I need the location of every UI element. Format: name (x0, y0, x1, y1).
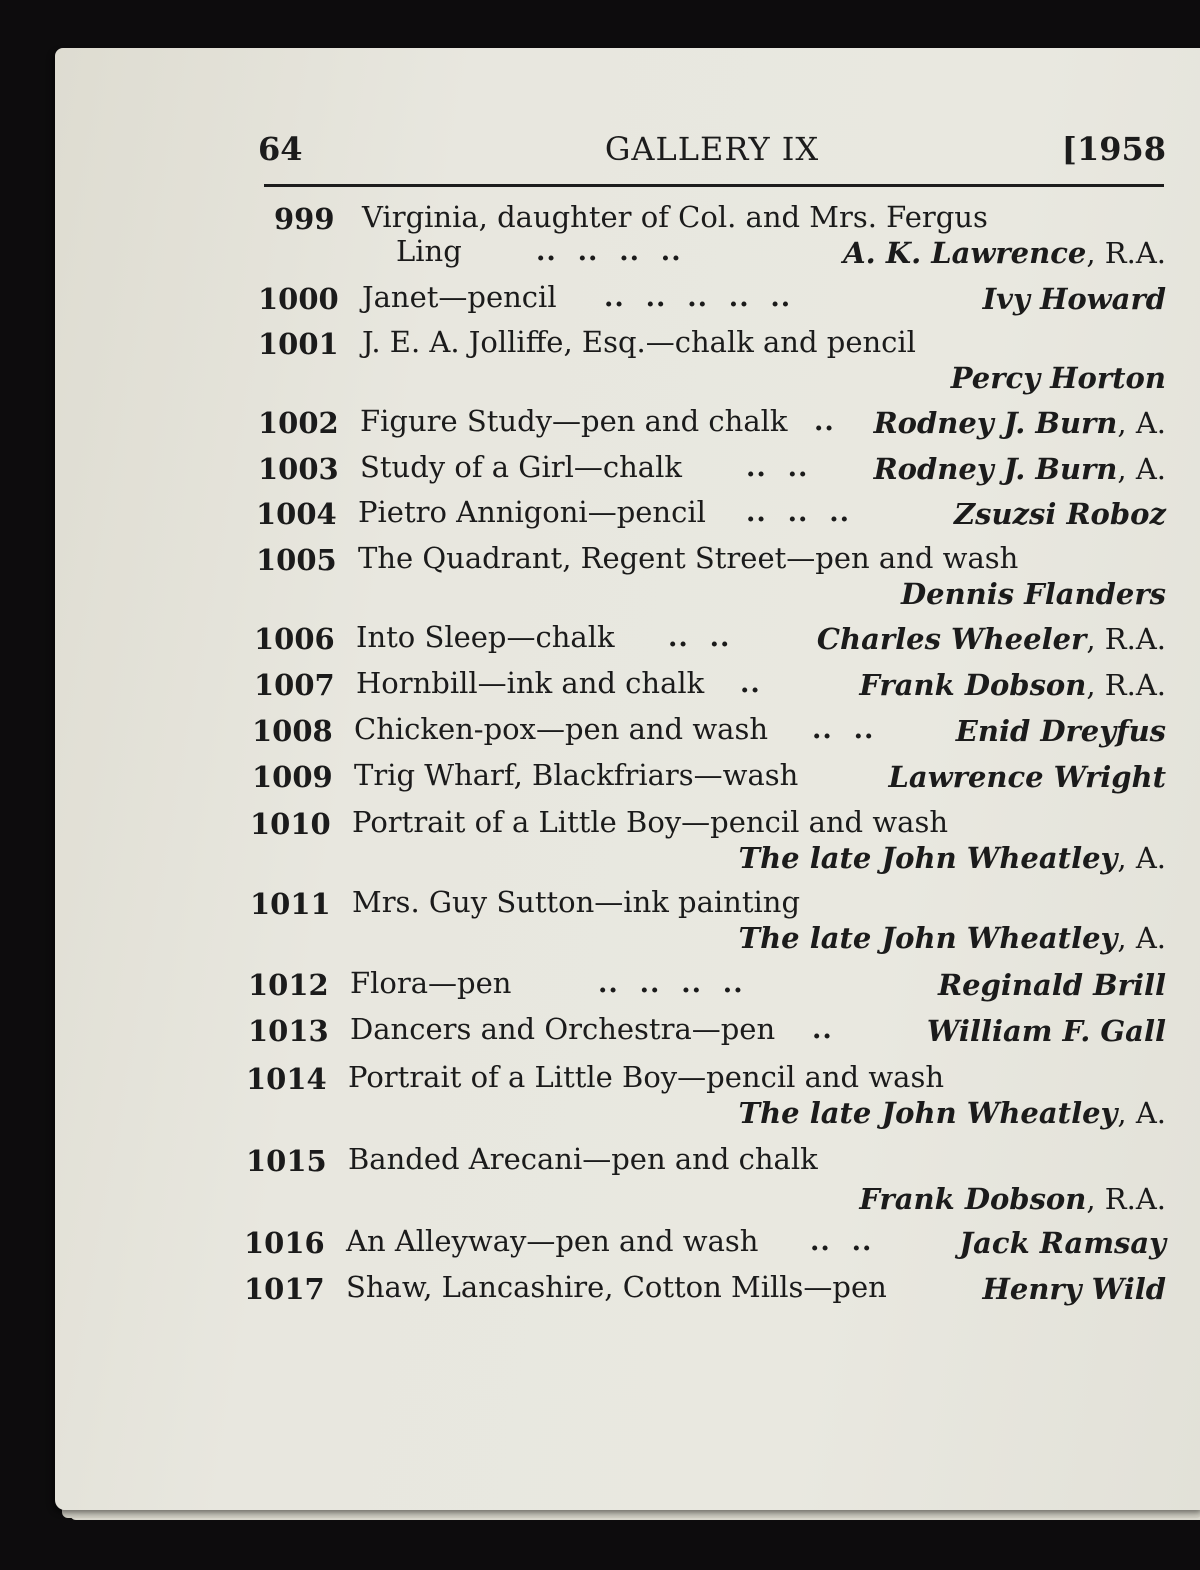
entry-number: 1008 (252, 714, 333, 748)
artist-name: A. K. Lawrence, R.A. (843, 236, 1166, 270)
gallery-title: GALLERY IX (604, 130, 820, 168)
entry-number: 999 (274, 202, 335, 236)
entry-title: Hornbill—ink and chalk (356, 666, 705, 700)
artist-name: Frank Dobson, R.A. (859, 1182, 1166, 1216)
entry-title: J. E. A. Jolliffe, Esq.—chalk and pencil (362, 325, 916, 359)
entry-number: 1001 (258, 327, 339, 361)
catalogue-entry (252, 758, 1166, 798)
artist-name: The late John Wheatley, A. (738, 921, 1166, 955)
entry-number: 1005 (256, 543, 337, 577)
entry-title: Dancers and Orchestra—pen (350, 1012, 776, 1046)
entry-title: Chicken-pox—pen and wash (354, 712, 769, 746)
catalogue-entry (244, 1270, 1166, 1310)
catalogue-entry (258, 404, 1166, 444)
page-header (258, 130, 1166, 170)
artist-name: The late John Wheatley, A. (738, 841, 1166, 875)
artist-name: Percy Horton (950, 361, 1166, 395)
entry-number: 1007 (254, 668, 335, 702)
catalogue-entry (256, 495, 1166, 535)
page-number: 64 (258, 130, 303, 168)
catalogue-entry (248, 1012, 1166, 1052)
entry-title: Mrs. Guy Sutton—ink painting (352, 885, 801, 919)
entry-title-continued: Ling (396, 234, 462, 268)
entry-number: 1012 (248, 968, 329, 1002)
artist-name: Enid Dreyfus (955, 714, 1166, 748)
artist-name: Jack Ramsay (959, 1226, 1166, 1260)
catalogue-entry (246, 1142, 1166, 1220)
entry-title: Janet—pencil (362, 280, 557, 314)
entry-title: Portrait of a Little Boy—pencil and wash (348, 1060, 945, 1094)
leader-dots: .. .. (668, 622, 731, 653)
catalogue-entry (258, 200, 1166, 276)
leader-dots: .. .. .. .. (598, 968, 744, 999)
artist-name: Rodney J. Burn, A. (873, 406, 1166, 440)
entry-title: The Quadrant, Regent Street—pen and wash (358, 541, 1019, 575)
entry-title: Into Sleep—chalk (356, 620, 615, 654)
entry-title: Trig Wharf, Blackfriars—wash (354, 758, 799, 792)
artist-name: Dennis Flanders (900, 577, 1166, 611)
catalogue-entry (248, 966, 1166, 1006)
entry-number: 1013 (248, 1014, 329, 1048)
catalogue-entry (258, 280, 1166, 320)
entry-number: 1003 (258, 452, 339, 486)
entry-number: 1016 (244, 1226, 325, 1260)
artist-name: Lawrence Wright (888, 760, 1166, 794)
header-rule (264, 184, 1164, 187)
leader-dots: .. .. .. .. .. (604, 282, 792, 313)
entry-title: Flora—pen (350, 966, 512, 1000)
entry-number: 1011 (250, 887, 331, 921)
entry-number: 1009 (252, 760, 333, 794)
leader-dots: .. .. (812, 714, 875, 745)
catalogue-entry (250, 805, 1166, 879)
entry-title: Figure Study—pen and chalk (360, 404, 788, 438)
entry-number: 1017 (244, 1272, 325, 1306)
artist-name: The late John Wheatley, A. (738, 1096, 1166, 1130)
leader-dots: .. (812, 1014, 833, 1045)
leader-dots: .. (740, 668, 761, 699)
leader-dots: .. .. (810, 1226, 873, 1257)
year-mark: [1958 (1061, 130, 1166, 168)
entry-title: Banded Arecani—pen and chalk (348, 1142, 818, 1176)
entry-title: Portrait of a Little Boy—pencil and wash (352, 805, 949, 839)
artist-name: Rodney J. Burn, A. (873, 452, 1166, 486)
entry-number: 1000 (258, 282, 339, 316)
entry-number: 1002 (258, 406, 339, 440)
catalogue-entry (258, 325, 1166, 399)
artist-name: Henry Wild (982, 1272, 1166, 1306)
artist-name: William F. Gall (926, 1014, 1166, 1048)
artist-name: Charles Wheeler, R.A. (816, 622, 1166, 656)
entry-number: 1006 (254, 622, 335, 656)
catalogue-entry (254, 620, 1166, 660)
catalogue-entry (244, 1224, 1166, 1264)
entry-number: 1010 (250, 807, 331, 841)
entry-number: 1015 (246, 1144, 327, 1178)
leader-dots: .. .. .. .. (536, 236, 682, 267)
entry-title: Virginia, daughter of Col. and Mrs. Fergus (362, 200, 988, 234)
catalogue-entry (258, 450, 1166, 490)
catalogue-entry (246, 1060, 1166, 1134)
leader-dots: .. .. (746, 452, 809, 483)
entry-title: Study of a Girl—chalk (360, 450, 682, 484)
catalogue-entry (252, 712, 1166, 752)
artist-name: Zsuzsi Roboz (953, 497, 1166, 531)
artist-name: Ivy Howard (982, 282, 1166, 316)
catalogue-entry (254, 666, 1166, 706)
artist-name: Reginald Brill (938, 968, 1166, 1002)
entry-title: Shaw, Lancashire, Cotton Mills—pen (346, 1270, 887, 1304)
leader-dots: .. .. .. (746, 497, 850, 528)
catalogue-entry (256, 541, 1166, 615)
entry-number: 1014 (246, 1062, 327, 1096)
catalogue-entry (250, 885, 1166, 959)
entry-number: 1004 (256, 497, 337, 531)
artist-name: Frank Dobson, R.A. (859, 668, 1166, 702)
entry-title: Pietro Annigoni—pencil (358, 495, 706, 529)
leader-dots: .. (814, 406, 835, 437)
entry-title: An Alleyway—pen and wash (346, 1224, 759, 1258)
